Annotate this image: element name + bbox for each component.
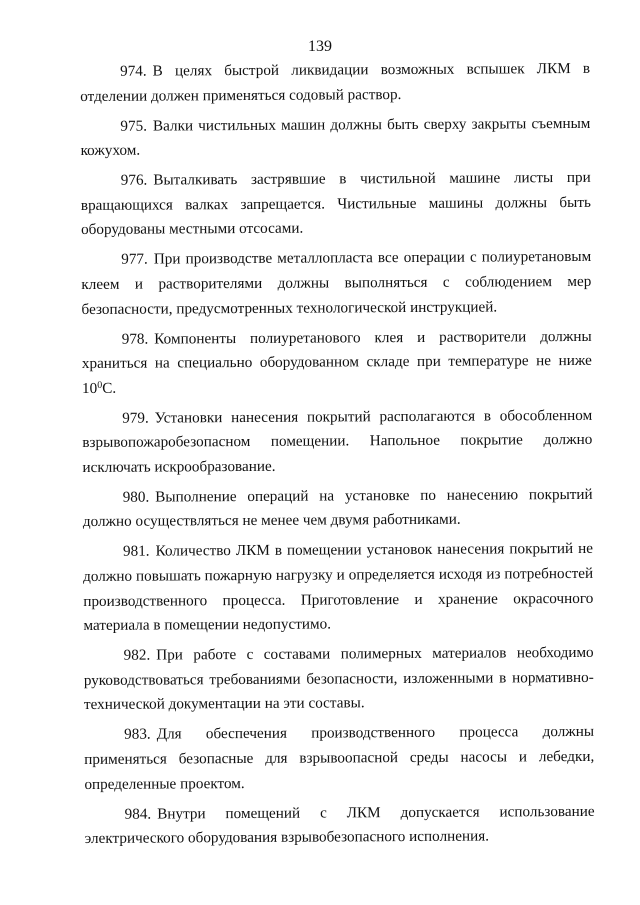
paragraph-977 — [81, 245, 591, 322]
paragraph-text: Компоненты полиуретанового клея и растворители должны храниться на специально оборудованном складе при температуре не ниже 10 — [81, 327, 592, 397]
paragraph-983 — [84, 720, 594, 797]
paragraph-text: Выполнение операций на установке по нанесению покрытий должно осуществляться не менее чем двумя работниками. — [82, 485, 593, 531]
paragraph-number: 984. — [124, 805, 152, 823]
paragraph-978 — [82, 324, 592, 401]
paragraph-980 — [83, 483, 593, 535]
document-body — [80, 57, 595, 857]
paragraph-975 — [80, 111, 590, 163]
paragraph-text: Валки чистильных машин должны быть сверху закрыты съемным кожухом. — [80, 114, 591, 160]
paragraph-text: При производстве металлопласта все операции с полиуретановым клеем и растворителями должны выполняться с соблюдением мер безопасности, предусмотренных технологической инструкцией. — [81, 248, 592, 318]
page-number: 139 — [308, 38, 332, 55]
temperature-unit: С. — [102, 379, 117, 397]
paragraph-text: В целях быстрой ликвидации возможных вспышек ЛКМ в отделении должен применяться содовый раствор. — [80, 59, 591, 105]
paragraph-number: 980. — [122, 488, 150, 506]
paragraph-979 — [82, 404, 592, 481]
paragraph-number: 975. — [120, 117, 148, 135]
paragraph-984 — [85, 799, 595, 851]
paragraph-number: 981. — [122, 543, 150, 561]
paragraph-number: 978. — [121, 330, 149, 348]
paragraph-974 — [80, 57, 590, 109]
paragraph-text: Выталкивать застрявшие в чистильной машине листы при вращающихся валках запрещается. Чистильные машины должны быть оборудованы местными отсосами. — [80, 169, 591, 239]
paragraph-text: При работе с составами полимерных материалов необходимо руководствоваться требованиями безопасности, изложенными в нормативно-технической документации на эти составы. — [83, 644, 594, 714]
paragraph-number: 983. — [124, 725, 151, 744]
paragraph-982 — [84, 641, 594, 718]
paragraph-text: Установки нанесения покрытий располагаются в обособленном взрывопожаробезопасном помещении. Напольное покрытие должно исключать искрообразование. — [82, 406, 593, 476]
paragraph-text: Количество ЛКМ в помещении установок нанесения покрытий не должно повышать пожарную нагрузку и определяется исходя из потребностей производственного процесса. Приготовление и хранение окрасочного материала в помещении недопустимо. — [83, 540, 594, 635]
paragraph-number: 979. — [122, 409, 149, 427]
paragraph-number: 982. — [123, 646, 151, 664]
paragraph-number: 976. — [120, 171, 148, 189]
paragraph-text: Для обеспечения производственного процесса должны применяться безопасные для взрывоопасной среды насосы и лебедки, определенные проектом. — [84, 723, 595, 793]
paragraph-981 — [83, 537, 594, 638]
paragraph-number: 974. — [120, 62, 147, 80]
degree-superscript: 0 — [97, 379, 103, 391]
paragraph-976 — [81, 166, 591, 243]
paragraph-number: 977. — [121, 250, 148, 269]
paragraph-text: Внутри помещений с ЛКМ допускается использование электрического оборудования взрывобезопасного исполнения. — [84, 802, 595, 848]
